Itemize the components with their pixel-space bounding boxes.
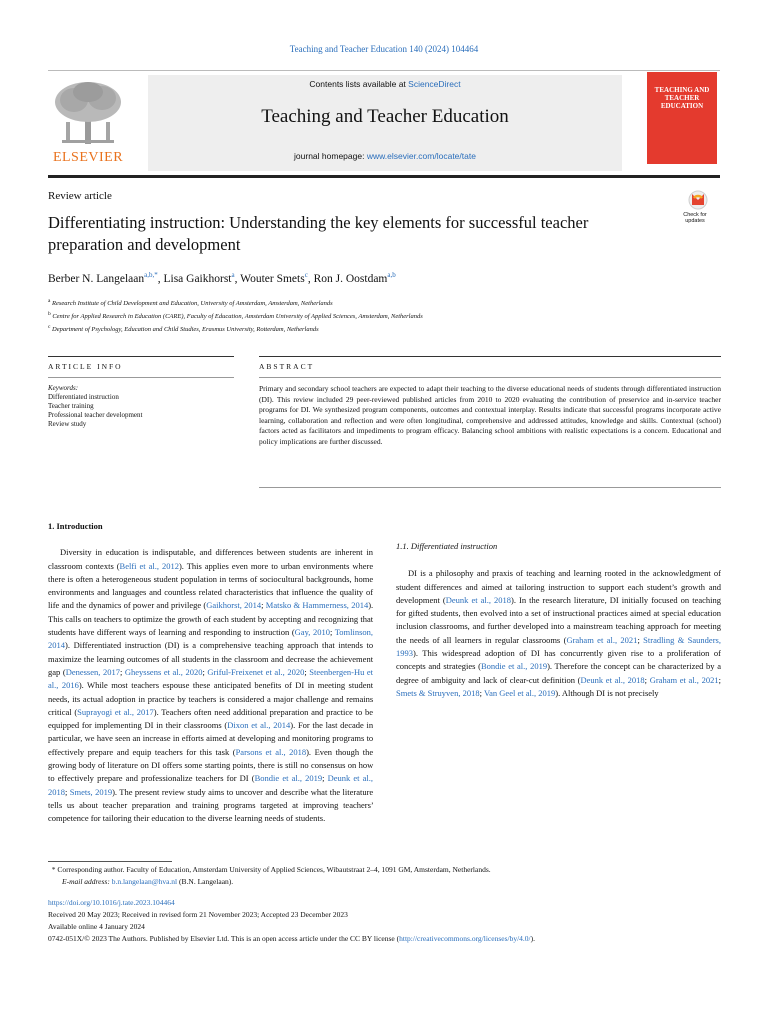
keywords-block	[48, 384, 142, 429]
citation-link[interactable]: et	[114, 706, 121, 717]
citation-link[interactable]: &	[293, 600, 301, 611]
left-column	[48, 520, 373, 826]
citation-link[interactable]: Bondie et al., 2019	[480, 661, 548, 672]
citation-link[interactable]: Griful-Freixenet	[207, 666, 264, 677]
citation-link[interactable]: Gay,	[294, 627, 311, 638]
right-column	[396, 520, 721, 855]
citation-link[interactable]: al.,	[275, 746, 286, 757]
citation-link[interactable]: Bondie	[254, 773, 280, 784]
citation-link[interactable]: al.,	[148, 560, 159, 571]
author-name[interactable]: Berber N. Langelaan	[48, 272, 145, 285]
available-date: Available online 4 January 2024	[48, 922, 145, 931]
citation-link[interactable]: al.,	[274, 666, 285, 677]
citation-link[interactable]: 2018	[289, 746, 307, 757]
affiliation: $^c$ Department of Psychology, Education and Child Studies, Erasmus University, Rotterdam, Netherlands	[48, 324, 319, 334]
article-title: Differentiating instruction: Understanding the key elements for successful teacher preparation and development	[48, 213, 589, 254]
citation-link[interactable]: Graham et al., 2021	[566, 634, 638, 645]
citation-link[interactable]: 2019	[305, 773, 323, 784]
citation-link[interactable]: Deunk et al., 2018	[445, 594, 512, 605]
citation-link[interactable]: 2014	[351, 600, 369, 611]
author-list: Berber N. Langelaan$^{a,b,*}$, Lisa Gaikhorst$^a$, Wouter Smets$^c$, Ron J. Oostdam$^{a,b}$	[48, 271, 396, 285]
citation-link[interactable]: 2012	[161, 560, 179, 571]
citation-link[interactable]: al.,	[48, 680, 59, 691]
corresponding-author: * Corresponding author. Faculty of Education, Amsterdam University of Applied Sciences, Wibautstraat 2–4, 1091 GM, Amsterdam, Netherlands.	[48, 865, 491, 874]
license-line: 0742-051X/© 2023 The Authors. Published by Elsevier Ltd. This is an open access article under the CC BY license (http://creativecommons.org/licenses/by/4.0/).	[48, 934, 536, 943]
citation-link[interactable]: Gaikhorst,	[206, 600, 242, 611]
keyword: Teacher training	[48, 402, 94, 410]
citation-link[interactable]: 2020	[287, 666, 305, 677]
citation-link[interactable]: et	[265, 746, 272, 757]
elsevier-wordmark[interactable]: ELSEVIER	[52, 150, 124, 165]
keyword: Professional teacher development	[48, 411, 143, 419]
citation-link[interactable]: Smets,	[69, 786, 93, 797]
citation-link[interactable]: et	[366, 666, 374, 677]
citation-link[interactable]: Hammerness,	[302, 600, 349, 611]
doi-link[interactable]: https://doi.org/10.1016/j.tate.2023.104464	[48, 898, 175, 907]
divider	[259, 487, 721, 488]
section-heading: 1. Introduction	[48, 521, 103, 531]
article-info-heading: ARTICLE INFO	[48, 362, 123, 371]
journal-homepage: journal homepage: www.elsevier.com/locate/tate	[294, 151, 476, 161]
citation-link[interactable]: et	[139, 560, 146, 571]
citation-link[interactable]: Deunk	[327, 773, 351, 784]
citation-link[interactable]: et	[163, 666, 170, 677]
citation-link[interactable]: et	[353, 773, 360, 784]
license-link[interactable]: http://creativecommons.org/licenses/by/4.0/	[399, 934, 531, 943]
citation-link[interactable]: 2017	[102, 666, 120, 677]
intro-paragraph: Diversity in education is indisputable, and differences between students are inherent in classroom contexts (Belfi et al., 2012). This applies even more to urban environments where there is often a heterogeneous student population in terms of sociocultural backgrounds, home environments and languages and countless related characteristics that influence the quality of life and the dynamics of power and privilege (Gaikhorst, 2014; Matsko & Hammerness, 2014). This calls on teachers to optimize the growth of each student by accepting and recognizing that students have different ways of learning and responding to instruction (Gay, 2010; Tomlinson, 2014). Differentiated instruction (DI) is a comprehensive teaching approach that intends to maximize the learning outcomes of all students in the classroom and decrease the achievement gap (Denessen, 2017; Gheyssens et al., 2020; Griful-Freixenet et al., 2020; Steenbergen-Hu et al., 2016). While most teachers espouse these anticipated benefits of DI in meeting student needs, its actual adoption in practice by teachers is considered a major challenge and remains critical (Suprayogi et al., 2017). Teachers often need additional preparation and practice to be equipped for implementing DI in their classrooms (Dixon et al., 2014). For the last decade in particular, we have seen an increase in efforts aimed at developing and monitoring programs to effectively prepare and equip teachers for this task (Parsons et al., 2018). Even though the growing body of literature on DI offers some starting points, there is still no consensus on how to effectively prepare and professionalize teachers for DI (Bondie et al., 2019; Deunk et al., 2018; Smets, 2019). The present review study aims to uncover and describe what the literature tells us about teacher preparation and training programs targeted at improving teachers’ competence for tailoring their education to the diverse learning needs of students.	[48, 547, 374, 824]
citation-link[interactable]: Suprayogi	[77, 706, 113, 717]
affiliation: $^a$ Research Institute of Child Development and Education, University of Amsterdam, Amsterdam, Netherlands	[48, 298, 333, 308]
citation-link[interactable]: al.,	[172, 666, 183, 677]
citation-link[interactable]: et	[265, 666, 272, 677]
subsection-heading: 1.1. Differentiated instruction	[396, 541, 498, 551]
divider	[259, 377, 721, 378]
author-name[interactable]: Wouter Smets	[240, 272, 305, 285]
divider	[259, 356, 721, 357]
citation-link[interactable]: et	[251, 720, 258, 731]
citation-link[interactable]: al.,	[260, 720, 271, 731]
citation-link[interactable]: Gheyssens	[124, 666, 162, 677]
citation-link[interactable]: al.,	[291, 773, 302, 784]
check-for-updates-label[interactable]: Check for updates	[683, 212, 707, 224]
journal-title[interactable]: Teaching and Teacher Education	[261, 106, 509, 127]
affiliations	[48, 296, 423, 335]
divider	[48, 356, 234, 357]
citation-link[interactable]: 2014	[48, 640, 65, 651]
citation-link[interactable]: 2014	[244, 600, 262, 611]
author-name[interactable]: Ron J. Oostdam	[313, 272, 388, 285]
citation-link[interactable]: Tomlinson,	[334, 627, 374, 638]
divider	[48, 377, 234, 378]
citation-link[interactable]: Parsons	[235, 746, 263, 757]
citation-link[interactable]: Smets & Struyven, 2018	[396, 687, 480, 698]
citation-link[interactable]: 2017	[136, 706, 154, 717]
citation-link[interactable]: Matsko	[265, 600, 292, 611]
citation-link[interactable]: Deunk et al., 2018	[580, 674, 645, 685]
abstract-heading: ABSTRACT	[259, 362, 315, 371]
keyword: Differentiated instruction	[48, 393, 119, 401]
publication-info	[48, 897, 728, 945]
citation-link[interactable]: al.,	[362, 773, 374, 784]
keyword: Review study	[48, 420, 87, 428]
author-name[interactable]: Lisa Gaikhorst	[163, 272, 232, 285]
citation-link[interactable]: Steenbergen-Hu	[309, 666, 365, 677]
citation-link[interactable]: 2016	[61, 680, 79, 691]
citation-link[interactable]: 2018	[48, 786, 65, 797]
di-paragraph: DI is a philosophy and praxis of teaching and learning rooted in the acknowledgment of student differences and aimed at tailoring instruction to support each student’s growth and development (Deunk et al., 2018). In the research literature, DI initially focused on teaching for gifted students, then evolved into a set of instructional practices aimed at special education inclusion classrooms, and further developed into a mainstream teaching approach for meeting the needs of all learners in regular classrooms (Graham et al., 2021; Stradling & Saunders, 1993). This widespread adoption of DI has concurrently given rise to a proliferation of concepts and strategies (Bondie et al., 2019). Therefore the concept can be characterized by a degree of ambiguity and lack of clear-cut definition (Deunk et al., 2018; Graham et al., 2021; Smets & Struyven, 2018; Van Geel et al., 2019). Although DI is not precisely	[396, 568, 721, 698]
journal-citation[interactable]: Teaching and Teacher Education 140 (2024) 104464	[289, 44, 479, 54]
contents-line: Contents lists available at ScienceDirect	[309, 79, 461, 89]
citation-link[interactable]: al.,	[123, 706, 135, 717]
divider	[48, 861, 172, 862]
citation-link[interactable]: Stradling & Saunders, 1993	[396, 634, 721, 659]
email-link[interactable]: b.n.langelaan@hva.nl	[111, 877, 178, 886]
citation-link[interactable]: 2014	[273, 720, 291, 731]
citation-link[interactable]: 2010	[312, 627, 330, 638]
citation-link[interactable]: Denessen,	[65, 666, 101, 677]
email-line: E-mail address: b.n.langelaan@hva.nl (B.N. Langelaan).	[62, 877, 234, 886]
citation-link[interactable]: 2020	[185, 666, 203, 677]
homepage-link[interactable]: www.elsevier.com/locate/tate	[366, 151, 476, 161]
affiliation: $^b$ Centre for Applied Research in Education (CARE), Faculty of Education, Amsterdam University of Applied Sciences, Amsterdam, Netherlands	[48, 311, 423, 321]
sciencedirect-link[interactable]: ScienceDirect	[408, 79, 461, 89]
keywords-label: Keywords:	[48, 384, 79, 392]
cover-title: TEACHING AND TEACHER EDUCATION	[654, 86, 710, 110]
citation-link[interactable]: Van Geel et al., 2019	[483, 687, 556, 698]
article-type: Review article	[48, 190, 112, 202]
abstract-text: Primary and secondary school teachers are expected to adapt their teaching to the diverse educational needs of students through differentiated instruction (DI). This review included 29 peer-reviewed published articles from 2010 to 2020 evaluating the contribution of preservice and in-service teacher programs for DI. We synthesized program components, outcomes and contextual interplay. Results indicate that successful programs incorporate active learning, collaboration and reflection and were often longitudinal, comprehensive and addressed attitudes, knowledge and skills. Contextual (school) factors acted as facilitators and impediments to program efficacy. Balancing school ambitions with realistic expectations is a concern. Educational and policy implications are further discussed.	[259, 384, 721, 446]
citation-link[interactable]: et	[282, 773, 289, 784]
citation-link[interactable]: Dixon	[227, 720, 249, 731]
elsevier-tree-logo	[52, 78, 124, 148]
citation-link[interactable]: 2019	[95, 786, 113, 797]
citation-link[interactable]: Belfi	[119, 560, 137, 571]
received-dates: Received 20 May 2023; Received in revised form 21 November 2023; Accepted 23 December 2023	[48, 910, 348, 919]
citation-link[interactable]: Graham et al., 2021	[649, 674, 719, 685]
footnote	[48, 864, 720, 888]
